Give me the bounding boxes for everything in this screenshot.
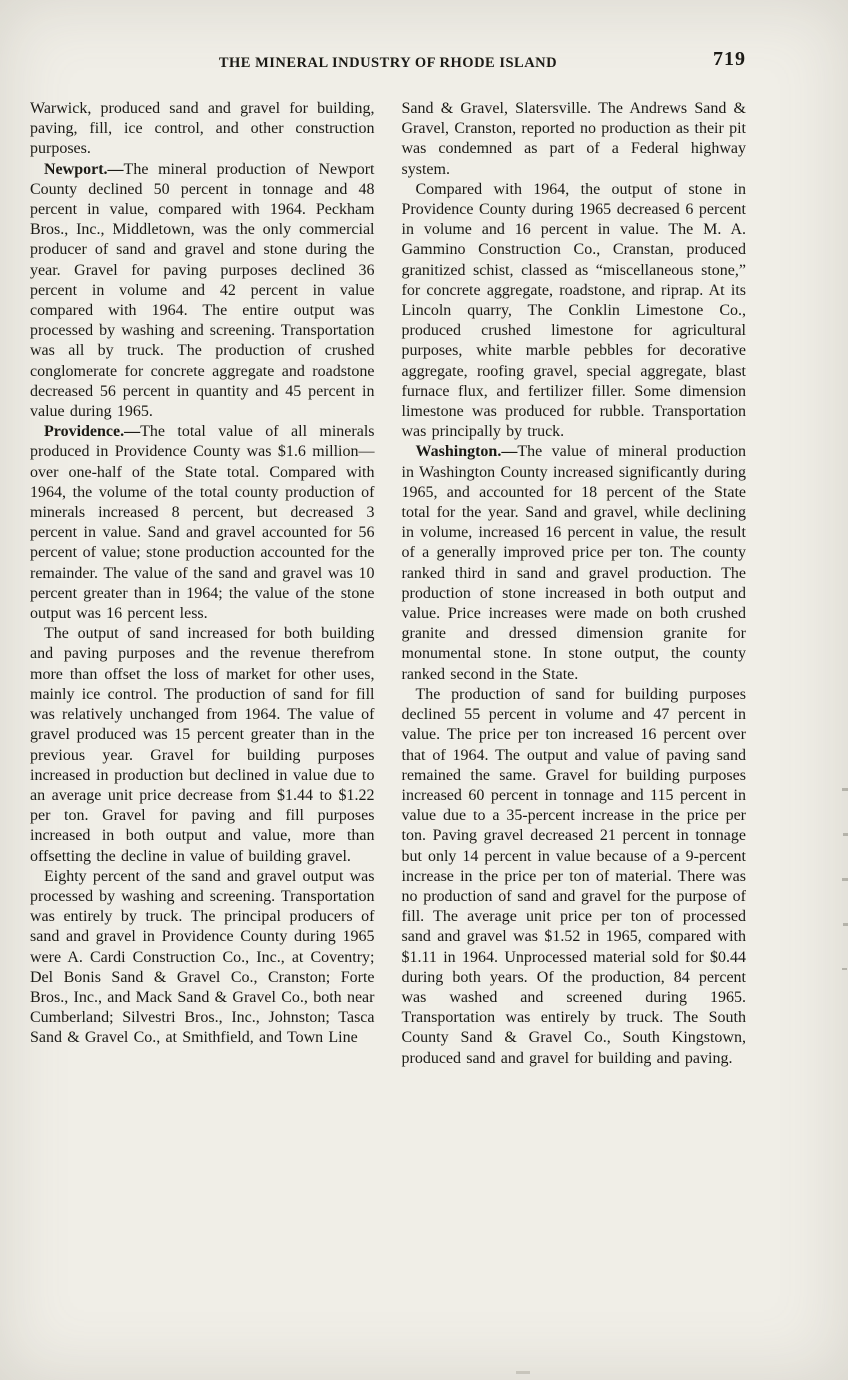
page-header — [30, 48, 746, 78]
paragraph-lead: Newport.— — [44, 160, 124, 178]
paragraph: Sand & Gravel, Slatersville. The Andrews Sand & Gravel, Cranston, reported no production as their pit was condemned as part of a Federal highway system. — [401, 100, 746, 178]
paragraph: Providence.—The total value of all minerals produced in Providence County was $1.6 million—over one-half of the State total. Compared with 1964, the volume of the total county production of minerals increased 8 percent, but decreased 3 percent in value. Sand and gravel accounted for 56 percent of value; stone production accounted for the remainder. The value of the sand and gravel was 10 percent greater than in 1964; the value of the stone output was 16 percent less. — [30, 423, 375, 623]
scan-artifact — [843, 923, 848, 926]
scan-artifact — [842, 788, 848, 791]
left-column — [30, 99, 375, 1069]
text-columns — [30, 99, 746, 1069]
paragraph: Compared with 1964, the output of stone in Providence County during 1965 decreased 6 percent in volume and 16 percent in value. The M. A. Gammino Construction Co., Cranstan, produced granitized schist, classed as “miscellaneous stone,” for concrete aggregate, roadstone, and riprap. At its Lincoln quarry, The Conklin Limestone Co., produced crushed limestone for agricultural purposes, white marble pebbles for decorative aggregate, roofing gravel, special aggregate, blast furnace flux, and fertilizer filler. Some dimension limestone was produced for rubble. Transportation was principally by truck. — [401, 180, 746, 441]
right-column — [402, 99, 747, 1069]
paragraph-lead: Providence.— — [44, 423, 141, 441]
running-head: THE MINERAL INDUSTRY OF RHODE ISLAND — [218, 55, 558, 71]
paragraph: Newport.—The mineral production of Newport County declined 50 percent in tonnage and 48 percent in value, compared with 1964. Peckham Bros., Inc., Middletown, was the only commercial producer of sand and gravel and stone during the year. Gravel for paving purposes declined 36 percent in volume and 42 percent in value compared with 1964. The entire output was processed by washing and screening. Transportation was all by truck. The production of crushed conglomerate for concrete aggregate and roadstone decreased 56 percent in quantity and 45 percent in value during 1965. — [30, 160, 375, 421]
scan-artifact — [843, 833, 848, 836]
paragraph: Warwick, produced sand and gravel for building, paving, fill, ice control, and other construction purposes. — [30, 100, 375, 158]
scan-artifact — [842, 878, 848, 881]
paragraph-lead: Washington.— — [415, 443, 518, 461]
scan-artifact — [516, 1371, 530, 1374]
scan-artifact — [842, 968, 847, 970]
paragraph: Washington.—The value of mineral production in Washington County increased significantly during 1965, and accounted for 18 percent of the State total for the year. Sand and gravel, while declining in volume, increased 16 percent in value, the result of a generally improved price per ton. The county ranked third in sand and gravel production. The production of stone increased in both output and value. Price increases were made on both crushed granite and dressed dimension granite for monumental stone. In stone output, the county ranked second in the State. — [401, 443, 746, 683]
paragraph: The output of sand increased for both building and paving purposes and the revenue therefrom more than offset the loss of market for other uses, mainly ice control. The production of sand for fill was relatively unchanged from 1964. The value of gravel produced was 15 percent greater than in the previous year. Gravel for building purposes increased in production but declined in value due to an average unit price decrease from $1.44 to $1.22 per ton. Gravel for paving and fill purposes increased in both output and value, more than offsetting the decline in value of building gravel. — [30, 625, 375, 865]
paragraph: Eighty percent of the sand and gravel output was processed by washing and screening. Transportation was entirely by truck. The principal producers of sand and gravel in Providence County during 1965 were A. Cardi Construction Co., Inc., at Coventry; Del Bonis Sand & Gravel Co., Cranston; Forte Bros., Inc., and Mack Sand & Gravel Co., both near Cumberland; Silvestri Bros., Inc., Johnston; Tasca Sand & Gravel Co., at Smithfield, and Town Line — [30, 867, 375, 1047]
paragraph: The production of sand for building purposes declined 55 percent in volume and 47 percent in value. The price per ton increased 16 percent over that of 1964. The output and value of paving sand remained the same. Gravel for building purposes increased 60 percent in tonnage and 115 percent in value due to a 35-percent increase in the price per ton. Paving gravel decreased 21 percent in tonnage but only 14 percent in value because of a 9-percent increase in the price per ton of material. There was no production of sand and gravel for the purpose of fill. The average unit price per ton of processed sand and gravel was $1.52 in 1965, compared with $1.11 in 1964. Unprocessed material sold for $0.44 during both years. Of the production, 84 percent was washed and screened during 1965. Transportation was entirely by truck. The South County Sand & Gravel Co., South Kingstown, produced sand and gravel for building and paving. — [401, 685, 746, 1067]
page-number: 719 — [713, 48, 746, 70]
